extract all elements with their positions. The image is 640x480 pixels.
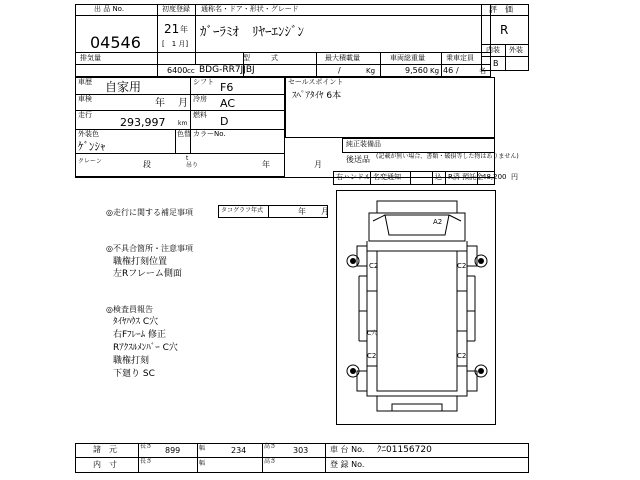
crane-dan: 段 (143, 160, 151, 169)
lot-number: 04546 (90, 33, 141, 52)
ac-value: AC (220, 97, 236, 110)
model-label: 型 式 (243, 54, 278, 62)
displacement: 6400 (167, 66, 188, 75)
defect-title: ◎不具合箇所・注意事項 (106, 244, 193, 253)
crane-year: 年 (262, 160, 270, 169)
defect-line-1: 職権打刻位置 (113, 257, 168, 267)
aux-title: ◎走行に関する補足事項 (106, 208, 193, 217)
mark-c2-right-front: C2 (457, 262, 467, 270)
fuel: D (220, 115, 229, 128)
mileage-label: 走行 (78, 111, 92, 119)
height-label: 高さ (264, 443, 277, 450)
mark-a2: A2 (433, 218, 443, 226)
tacho-month: 月 (321, 207, 329, 216)
mark-c2-left-rear: C2 (367, 352, 377, 360)
rating-value: R (500, 23, 509, 37)
crane-hang-label: t 吊り (186, 155, 199, 169)
capacity-slash: / (456, 66, 459, 75)
fuel-label: 燃料 (193, 111, 207, 119)
meigi-label: 名変通知 (373, 173, 401, 181)
fee-prefix: 込 (435, 173, 442, 181)
category: 自家用 (105, 80, 142, 94)
inspector-line-3: Rｱｸｽﾙﾒﾝﾊﾞｰ C穴 (113, 343, 178, 353)
inspector-title: ◎検査員報告 (106, 305, 153, 314)
fee-label: R済 預託金 (448, 173, 484, 181)
delivery-label: 後送品 (346, 155, 370, 164)
fee-unit: 円 (511, 173, 518, 181)
chassis-label: 車 台 No. (330, 445, 365, 454)
sales-point-frame (285, 77, 495, 138)
max-load-label: 最大積載量 (325, 54, 360, 62)
capacity: 46 (443, 66, 454, 75)
inspector-line-5: 下廻り SC (113, 369, 155, 379)
mileage: 293,997 (120, 116, 166, 129)
chassis-value: ｸﾆ01156720 (377, 445, 432, 455)
rhd-label: 右ハンドル (336, 173, 371, 181)
interior-label: 内装 (486, 46, 500, 54)
first-reg-label: 初度登録 (162, 5, 190, 13)
exterior-grade: B (493, 59, 499, 68)
genuine-label: 純正装備品 (346, 140, 381, 148)
inspection-year: 年 (155, 98, 165, 109)
iheight-label: 高さ (264, 458, 277, 465)
delivery-note: (記載が無い場合、書類・破損等した物はありません) (376, 153, 519, 160)
lot-label: 出 品 No. (94, 5, 125, 13)
tacho-label: タコグラフ年式 (221, 207, 264, 214)
dims-label: 諸 元 (93, 445, 117, 454)
reg-month: [ 1 月] (162, 40, 189, 48)
defect-line-2: 左Rフレーム側面 (113, 269, 182, 279)
sales-point-label: セールスポイント (288, 78, 344, 86)
color-code-label: カラーNo. (193, 130, 226, 138)
category-label: 車歴 (78, 78, 92, 86)
model: BDG-RR7JJBJ (199, 65, 255, 75)
mark-c2-right-rear: C2 (457, 352, 467, 360)
color-no-label: 色替 (177, 130, 191, 138)
len-label: 長さ (140, 443, 153, 450)
exterior-color-label: 外装色 (78, 130, 99, 138)
inspection-month: 月 (178, 98, 188, 109)
year-unit: 年 (180, 25, 188, 34)
exterior-label: 外装 (509, 46, 523, 54)
iwidth-label: 幅 (199, 460, 206, 467)
shift: F6 (220, 81, 234, 94)
width-value: 234 (231, 446, 247, 455)
exterior-color: ｹﾞﾝｼｬ (78, 140, 106, 153)
weight-label: 車両総重量 (390, 54, 425, 62)
mileage-unit: km (178, 120, 188, 127)
reg-year: 21 (164, 22, 180, 36)
weight-unit: Kg (430, 67, 440, 75)
inspector-line-2: 右Fﾌﾚｰﾑ 修正 (113, 330, 167, 340)
capacity-unit: 名 (479, 67, 486, 75)
ilen-label: 長さ (140, 458, 153, 465)
max-load-unit: Kg (366, 67, 376, 75)
length-value: 899 (165, 446, 181, 455)
name-label: 通称名・ドア・形状・グレード (201, 5, 299, 13)
width-label: 幅 (199, 445, 206, 452)
fee-value: 48,200 (482, 173, 507, 181)
bus-outline (337, 191, 497, 426)
displacement-unit: cc (187, 67, 195, 75)
shift-label: シフト (193, 78, 214, 86)
car-name: ｶﾞｰﾗﾐｵ ﾘﾔｰｴﾝｼﾞﾝ (200, 25, 305, 40)
bus-diagram (336, 190, 496, 425)
mark-c2-left-front: C2 (369, 262, 379, 270)
capacity-label: 乗車定員 (446, 54, 474, 62)
rating-label: 評 価 (489, 5, 513, 14)
inspection-label: 車検 (78, 95, 92, 103)
inspector-line-1: ﾀｲﾔﾊｳｽ C穴 (113, 317, 159, 327)
mark-c-hole: C穴 (367, 330, 378, 337)
sales-point-text: ｽﾍﾟｱﾀｲﾔ 6本 (292, 91, 342, 101)
tacho-year: 年 (298, 207, 306, 216)
displacement-label: 排気量 (80, 54, 101, 62)
regno-label: 登 録 No. (330, 460, 365, 469)
max-load: / (338, 66, 341, 75)
weight: 9,560 (405, 66, 428, 75)
inspector-line-4: 職権打刻 (113, 356, 150, 366)
height-value: 303 (293, 446, 309, 455)
interior-dims-label: 内 寸 (93, 460, 117, 469)
crane-month: 月 (314, 160, 322, 169)
crane-label: クレーン (78, 158, 102, 165)
ac-label: 冷房 (193, 95, 207, 103)
